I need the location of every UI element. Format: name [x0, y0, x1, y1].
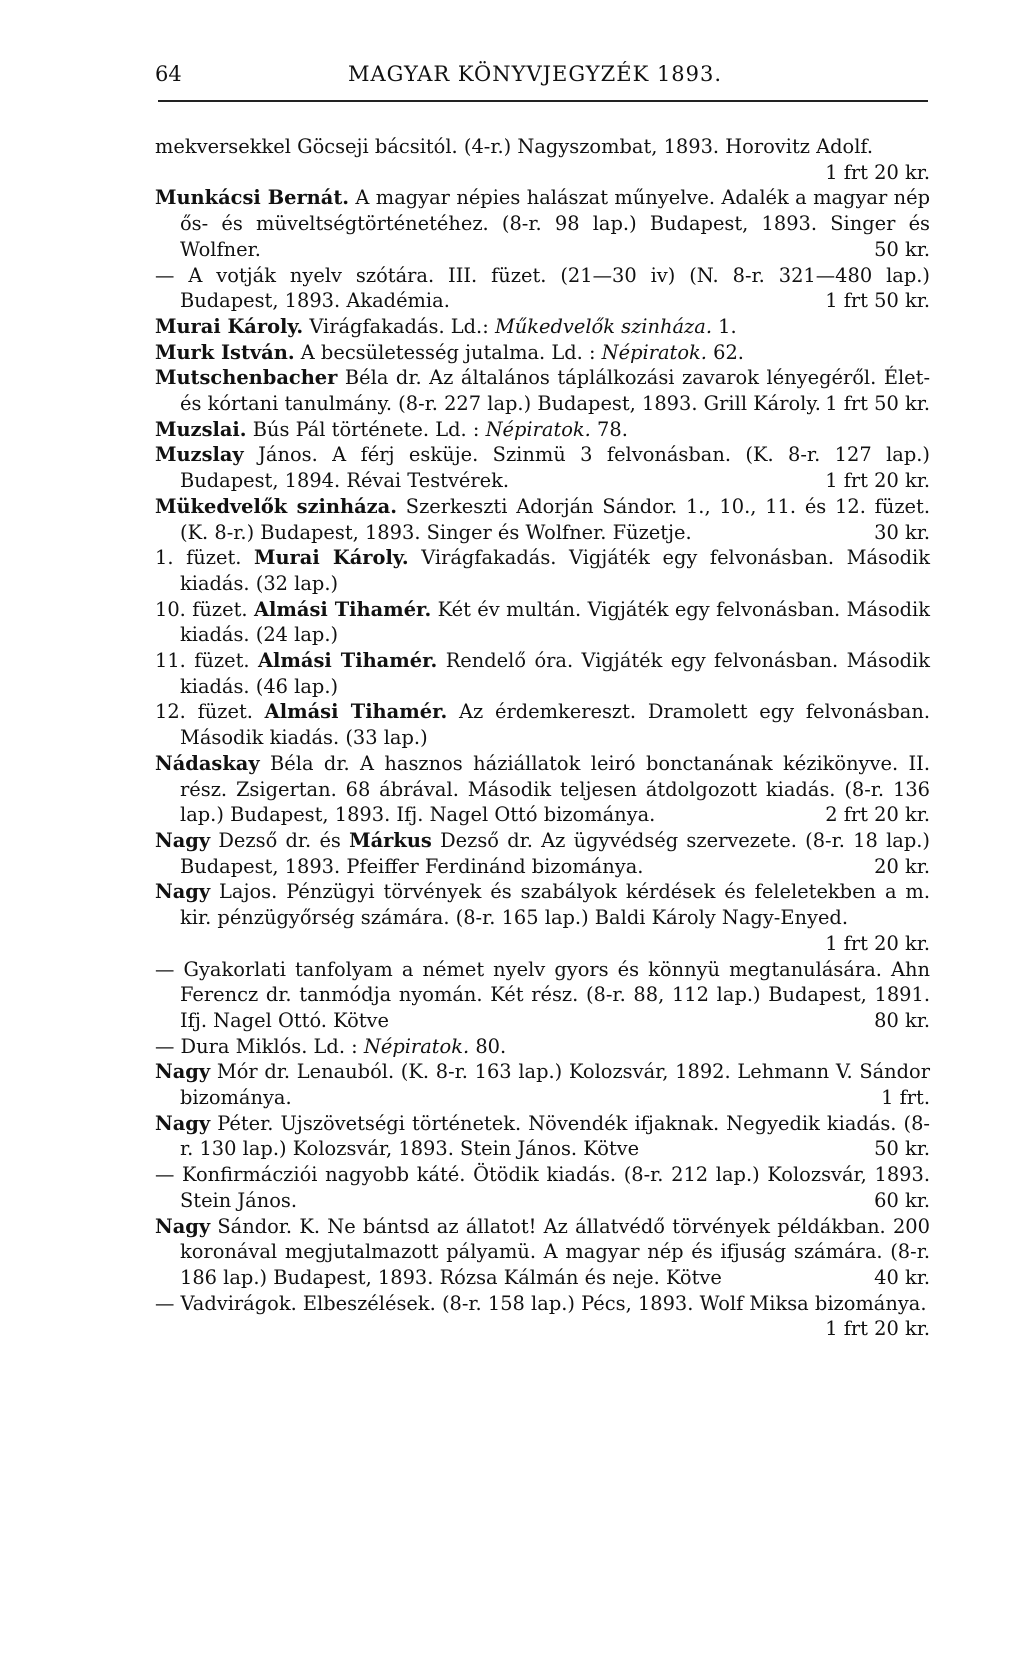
price: 80 kr. [874, 1008, 930, 1032]
entry-nadaskay: Nádaskay Béla dr. A hasznos háziállatok leiró bonctanának kézikönyve. II. rész. Zsigertan. 68 ábrával. Második teljesen átdolgozott kiadás. (8-r. 136 lap.) Budapest, 1893. Ifj. Nagel Ottó bizománya. 2 frt 20 kr. [155, 751, 930, 827]
author: Almási Tihamér. [264, 700, 448, 724]
entry-murai: Murai Károly. Virágfakadás. Ld.: Műkedvelők szinháza. 1. [155, 314, 737, 338]
entry-murk: Murk István. A becsületesség jutalma. Ld. : Népiratok. 62. [155, 340, 744, 364]
entry-mutschenbacher: Mutschenbacher Béla dr. Az általános táplálkozási zavarok lényegéről. Élet- és kórtani tanulmány. (8-r. 227 lap.) Budapest, 1893. Grill Károly. 1 frt 50 kr. [155, 366, 930, 416]
entry-nagy-mor: Nagy Mór dr. Lenauból. (K. 8-r. 163 lap.) Kolozsvár, 1892. Lehmann V. Sándor bizománya. 1 frt. [155, 1060, 931, 1110]
author: Almási Tihamér. [253, 597, 432, 621]
entry-mukedvelok-szinhaza: Mükedvelők szinháza. Szerkeszti Adorján Sándor. 1., 10., 11. és 12. füzet. (K. 8-r.) Budapest, 1893. Singer és Wolfner. Füzetje. 30 kr. [155, 494, 930, 544]
author: Márkus [349, 828, 432, 852]
sub-entry-fuzet-11: 11. füzet. Almási Tihamér. Rendelő óra. Vigjáték egy felvonásban. Második kiadás. (46 lap.) [155, 649, 930, 698]
entry-nagy-sandor-vadviragok: — Vadvirágok. Elbeszélések. (8-r. 158 lap.) Pécs, 1893. Wolf Miksa bizománya. 1 frt 20 kr. [155, 1291, 930, 1341]
author: Muzslai. [155, 417, 247, 441]
entry-nagy-lajos-tanfolyam: — Gyakorlati tanfolyam a német nyelv gyors és könnyü megtanulására. Ahn Ferencz dr. tanmódja nyomán. Két rész. (8-r. 88, 112 lap.) Budapest, 1891. Ifj. Nagel Ottó. Kötve 80 kr. [155, 957, 930, 1032]
price: 30 kr. [874, 520, 930, 544]
page-header [150, 58, 920, 98]
page-number: 64 [155, 62, 182, 86]
cross-reference: Műkedvelők szinháza. [494, 314, 712, 338]
entry-muzslai: Muzslai. Bús Pál története. Ld. : Népiratok. 78. [155, 417, 628, 441]
price: 1 frt. [881, 1086, 930, 1110]
author: Nagy [155, 1214, 211, 1238]
entry-muzslay: Muzslay János. A férj esküje. Szinmü 3 felvonásban. (K. 8-r. 127 lap.) Budapest, 1894. Révai Testvérek. 1 frt 20 kr. [155, 443, 930, 493]
price: 50 kr. [874, 1137, 930, 1161]
price: 60 kr. [874, 1188, 930, 1212]
running-title: MAGYAR KÖNYVJEGYZÉK 1893. [347, 62, 723, 86]
cross-reference: Népiratok. [601, 340, 707, 364]
entry-nagy-lajos-dura: — Dura Miklós. Ld. : Népiratok. 80. [155, 1034, 507, 1058]
price: 1 frt 50 kr. [825, 392, 930, 416]
price: 2 frt 20 kr. [825, 803, 930, 827]
author: Nádaskay [155, 751, 260, 775]
author: Nagy [155, 828, 211, 852]
entry-munkacsi-votjak: — A votják nyelv szótára. III. füzet. (21—30 iv) (N. 8-r. 321—480 lap.) Budapest, 1893. Akadémia. 1 frt 50 kr. [155, 263, 930, 313]
author: Murai Károly. [254, 546, 409, 570]
author: Muzslay [155, 443, 244, 467]
entry-nagy-lajos: Nagy Lajos. Pénzügyi törvények és szabályok kérdések és feleletekben a m. kir. pénzügyőrség számára. (8-r. 165 lap.) Baldi Károly Nagy-Enyed. 1 frt 20 kr. [155, 880, 930, 955]
bibliography-column [155, 134, 930, 1342]
entry-nagy-peter: Nagy Péter. Ujszövetségi történetek. Növendék ifjaknak. Negyedik kiadás. (8-r. 130 lap.) Kolozsvár, 1893. Stein János. Kötve 50 kr. [155, 1111, 930, 1161]
price: 20 kr. [874, 854, 930, 878]
author: Nagy [155, 1111, 211, 1135]
entry-nagy-dezso: Nagy Dezső dr. és Márkus Dezső dr. Az ügyvédség szervezete. (8-r. 18 lap.) Budapest, 1893. Pfeiffer Ferdinánd bizománya. 20 kr. [155, 828, 930, 878]
cross-reference: Népiratok. [485, 417, 591, 441]
cross-reference: Népiratok. [363, 1034, 470, 1058]
sub-entry-fuzet-10: 10. füzet. Almási Tihamér. Két év multán. Vigjáték egy felvonásban. Második kiadás. (24 lap.) [155, 597, 930, 647]
price: 1 frt 50 kr. [825, 289, 930, 313]
entry-munkacsi: Munkácsi Bernát. A magyar népies halászat műnyelve. Adalék a magyar nép ős- és müveltségtörténetéhez. (8-r. 98 lap.) Budapest, 1893. Singer és Wolfner. 50 kr. [155, 186, 931, 261]
price: 1 frt 20 kr. [825, 1317, 930, 1341]
author: Mutschenbacher [155, 366, 338, 390]
price: 40 kr. [874, 1265, 930, 1289]
author: Almási Tihamér. [258, 649, 438, 673]
author: Murai Károly. [155, 314, 304, 338]
author: Munkácsi Bernát. [155, 186, 350, 210]
author: Mükedvelők szinháza. [155, 494, 397, 518]
header-rule [158, 100, 928, 102]
sub-entry-fuzet-1: 1. füzet. Murai Károly. Virágfakadás. Vigjáték egy felvonásban. Második kiadás. (32 lap.) [155, 546, 931, 595]
author: Nagy [155, 1060, 211, 1084]
author: Nagy [155, 880, 211, 904]
entry-continuation: mekversekkel Göcseji bácsitól. (4-r.) Nagyszombat, 1893. Horovitz Adolf. 1 frt 20 kr. [155, 135, 930, 184]
author: Murk István. [155, 340, 295, 364]
entry-nagy-sandor: Nagy Sándor. K. Ne bántsd az állatot! Az állatvédő törvények példákban. 200 koronával megjutalmazott pályamü. A magyar nép és ifjuság számára. (8-r. 186 lap.) Budapest, 1893. Rózsa Kálmán és neje. Kötve 40 kr. [155, 1214, 930, 1289]
price: 1 frt 20 kr. [825, 931, 930, 955]
sub-entry-fuzet-12: 12. füzet. Almási Tihamér. Az érdemkereszt. Dramolett egy felvonásban. Második kiadás. (33 lap.) [155, 700, 930, 750]
entry-nagy-peter-konfirmacio: — Konfirmácziói nagyobb káté. Ötödik kiadás. (8-r. 212 lap.) Kolozsvár, 1893. Stein János. 60 kr. [155, 1163, 930, 1212]
price: 1 frt 20 kr. [825, 160, 930, 184]
price: 1 frt 20 kr. [825, 469, 930, 493]
price: 50 kr. [874, 237, 930, 261]
